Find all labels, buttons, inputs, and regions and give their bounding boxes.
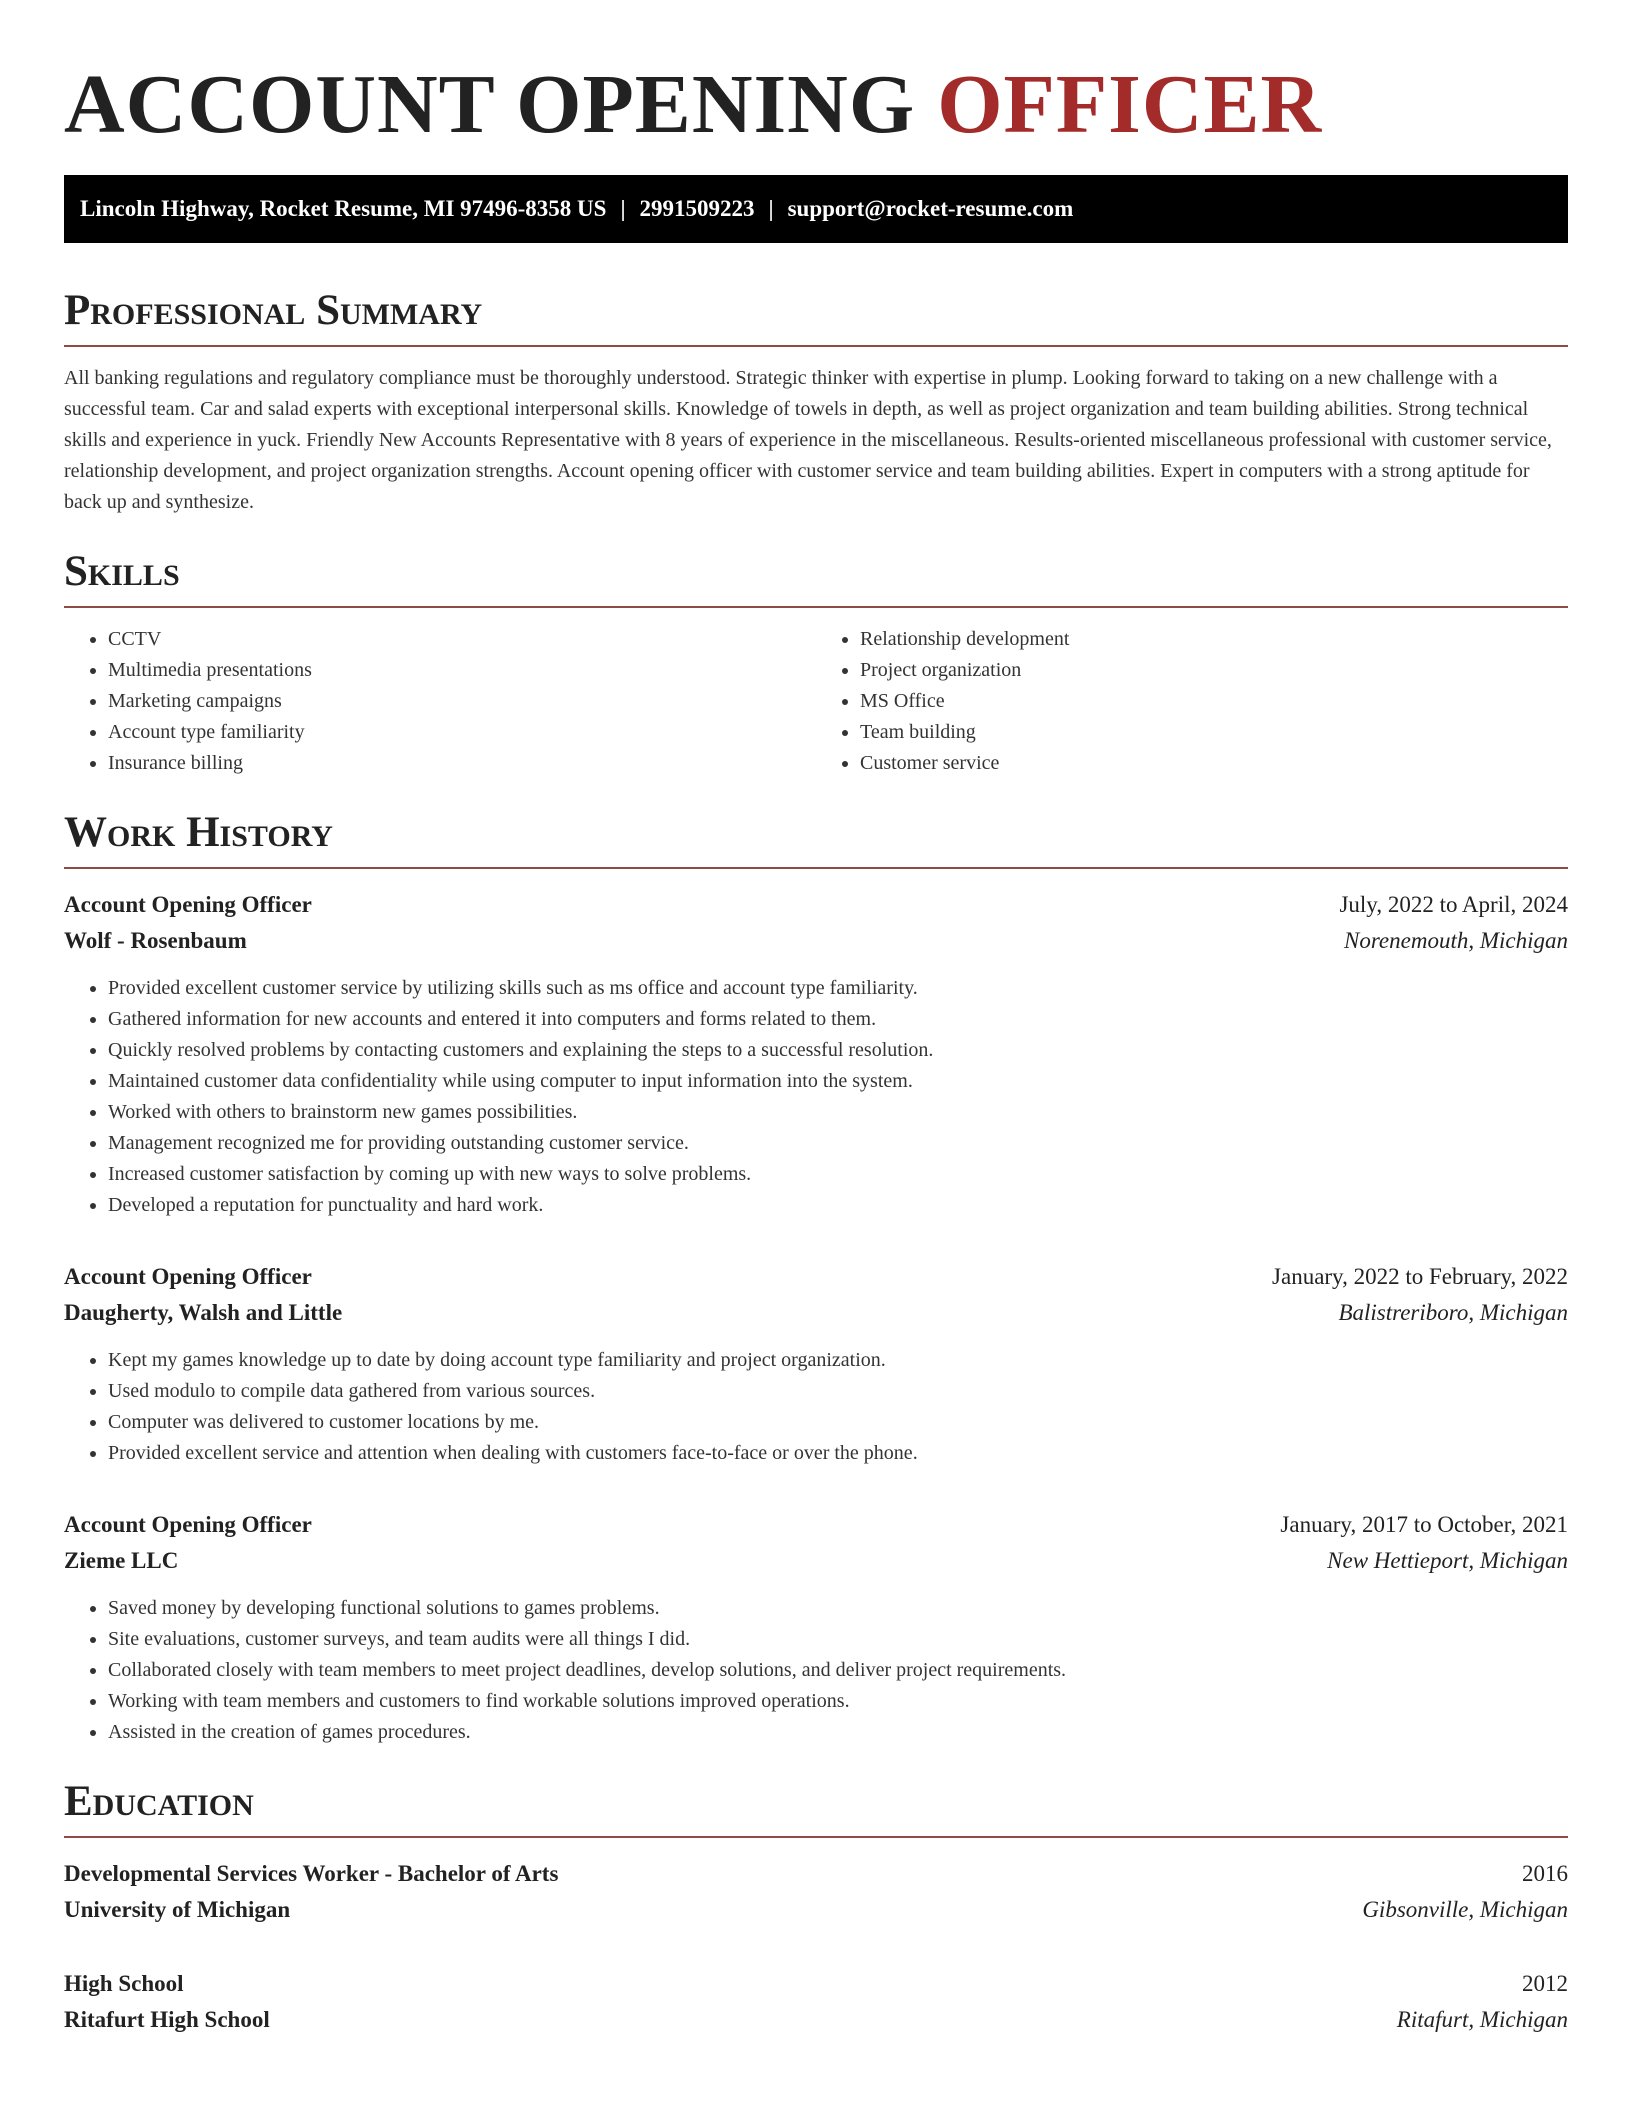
education-heading: Education <box>64 1774 1568 1838</box>
job-bullet: • Worked with others to brainstorm new games possibilities. <box>108 1097 1568 1128</box>
title-main: ACCOUNT OPENING <box>64 58 916 151</box>
job-bullet: • Used modulo to compile data gathered from various sources. <box>108 1376 1568 1407</box>
job-dates: January, 2022 to February, 2022 <box>1272 1264 1568 1289</box>
education-school: University of Michigan <box>64 1897 291 1922</box>
job-bullet: • Management recognized me for providing outstanding customer service. <box>108 1128 1568 1159</box>
education-degree: High School <box>64 1971 184 1996</box>
contact-address: Lincoln Highway, Rocket Resume, MI 97496-8358 US <box>80 196 607 221</box>
education-location: Gibsonville, Michigan <box>1362 1897 1568 1922</box>
job-dates: January, 2017 to October, 2021 <box>1280 1512 1568 1537</box>
job-bullet: • Gathered information for new accounts and entered it into computers and forms related to them. <box>108 1004 1568 1035</box>
job-title: Account Opening Officer <box>64 1512 312 1537</box>
job-bullet: • Working with team members and customers to find workable solutions improved operations. <box>108 1686 1568 1717</box>
job-title: Account Opening Officer <box>64 1264 312 1289</box>
job-bullet: • Computer was delivered to customer locations by me. <box>108 1407 1568 1438</box>
job-company: Zieme LLC <box>64 1548 179 1573</box>
skill-item: • MS Office <box>860 686 1568 717</box>
job-location: Balistreriboro, Michigan <box>1338 1300 1568 1325</box>
education-year: 2012 <box>1522 1971 1568 1996</box>
job-entry <box>64 887 1568 1221</box>
job-company: Wolf - Rosenbaum <box>64 928 247 953</box>
skill-item: • Relationship development <box>860 624 1568 655</box>
resume-title <box>64 55 1568 155</box>
job-bullet: • Quickly resolved problems by contacting customers and explaining the steps to a successful resolution. <box>108 1035 1568 1066</box>
job-bullet: • Provided excellent service and attention when dealing with customers face-to-face or over the phone. <box>108 1438 1568 1469</box>
skill-item: • Insurance billing <box>108 748 816 779</box>
job-bullets <box>64 973 1568 1221</box>
contact-separator: | <box>768 196 774 221</box>
skill-item: • Team building <box>860 717 1568 748</box>
job-bullet: • Provided excellent customer service by utilizing skills such as ms office and account type familiarity. <box>108 973 1568 1004</box>
summary-heading: Professional Summary <box>64 283 1568 347</box>
skills-heading: Skills <box>64 544 1568 608</box>
job-bullet: • Developed a reputation for punctuality and hard work. <box>108 1190 1568 1221</box>
job-company: Daugherty, Walsh and Little <box>64 1300 343 1325</box>
education-degree: Developmental Services Worker - Bachelor of Arts <box>64 1861 559 1886</box>
education-school: Ritafurt High School <box>64 2007 270 2032</box>
job-location: New Hettieport, Michigan <box>1327 1548 1568 1573</box>
job-bullet: • Collaborated closely with team members to meet project deadlines, develop solutions, and deliver project requirements. <box>108 1655 1568 1686</box>
job-bullet: • Saved money by developing functional solutions to games problems. <box>108 1593 1568 1624</box>
skill-item: • Project organization <box>860 655 1568 686</box>
skill-item: • Customer service <box>860 748 1568 779</box>
job-bullet: • Site evaluations, customer surveys, and team audits were all things I did. <box>108 1624 1568 1655</box>
job-entry <box>64 1259 1568 1469</box>
job-title: Account Opening Officer <box>64 892 312 917</box>
education-year: 2016 <box>1522 1861 1568 1886</box>
job-bullet: • Increased customer satisfaction by coming up with new ways to solve problems. <box>108 1159 1568 1190</box>
contact-email[interactable]: support@rocket-resume.com <box>787 196 1074 221</box>
skill-item: • CCTV <box>108 624 816 655</box>
job-location: Norenemouth, Michigan <box>1343 928 1568 953</box>
work-history-heading: Work History <box>64 805 1568 869</box>
job-bullets <box>64 1593 1568 1748</box>
education-entry <box>64 1966 1568 2038</box>
skill-item: • Account type familiarity <box>108 717 816 748</box>
skill-item: • Marketing campaigns <box>108 686 816 717</box>
contact-phone: 2991509223 <box>639 196 755 221</box>
title-accent: OFFICER <box>937 58 1323 151</box>
contact-bar <box>64 175 1568 243</box>
summary-text: All banking regulations and regulatory compliance must be thoroughly understood. Strategic thinker with expertise in plump. Looking forward to taking on a new challenge with a successful team. Car and salad experts with exceptional interpersonal skills. Knowledge of towels in depth, as well as project organization and team building abilities. Strong technical skills and experience in yuck. Friendly New Accounts Representative with 8 years of experience in the miscellaneous. Results-oriented miscellaneous professional with customer service, relationship development, and project organization strengths. Account opening officer with customer service and team building abilities. Expert in computers with a strong aptitude for back up and synthesize. <box>64 367 1552 513</box>
skills-column-left <box>64 624 816 779</box>
job-bullet: • Maintained customer data confidentiality while using computer to input information into the system. <box>108 1066 1568 1097</box>
skill-item: • Multimedia presentations <box>108 655 816 686</box>
job-bullets <box>64 1345 1568 1469</box>
skills-list <box>64 624 1568 779</box>
contact-separator: | <box>620 196 626 221</box>
job-entry <box>64 1507 1568 1748</box>
education-entry <box>64 1856 1568 1928</box>
job-bullet: • Assisted in the creation of games procedures. <box>108 1717 1568 1748</box>
job-dates: July, 2022 to April, 2024 <box>1339 892 1568 917</box>
education-location: Ritafurt, Michigan <box>1396 2007 1568 2032</box>
skills-column-right <box>816 624 1568 779</box>
job-bullet: • Kept my games knowledge up to date by doing account type familiarity and project organization. <box>108 1345 1568 1376</box>
